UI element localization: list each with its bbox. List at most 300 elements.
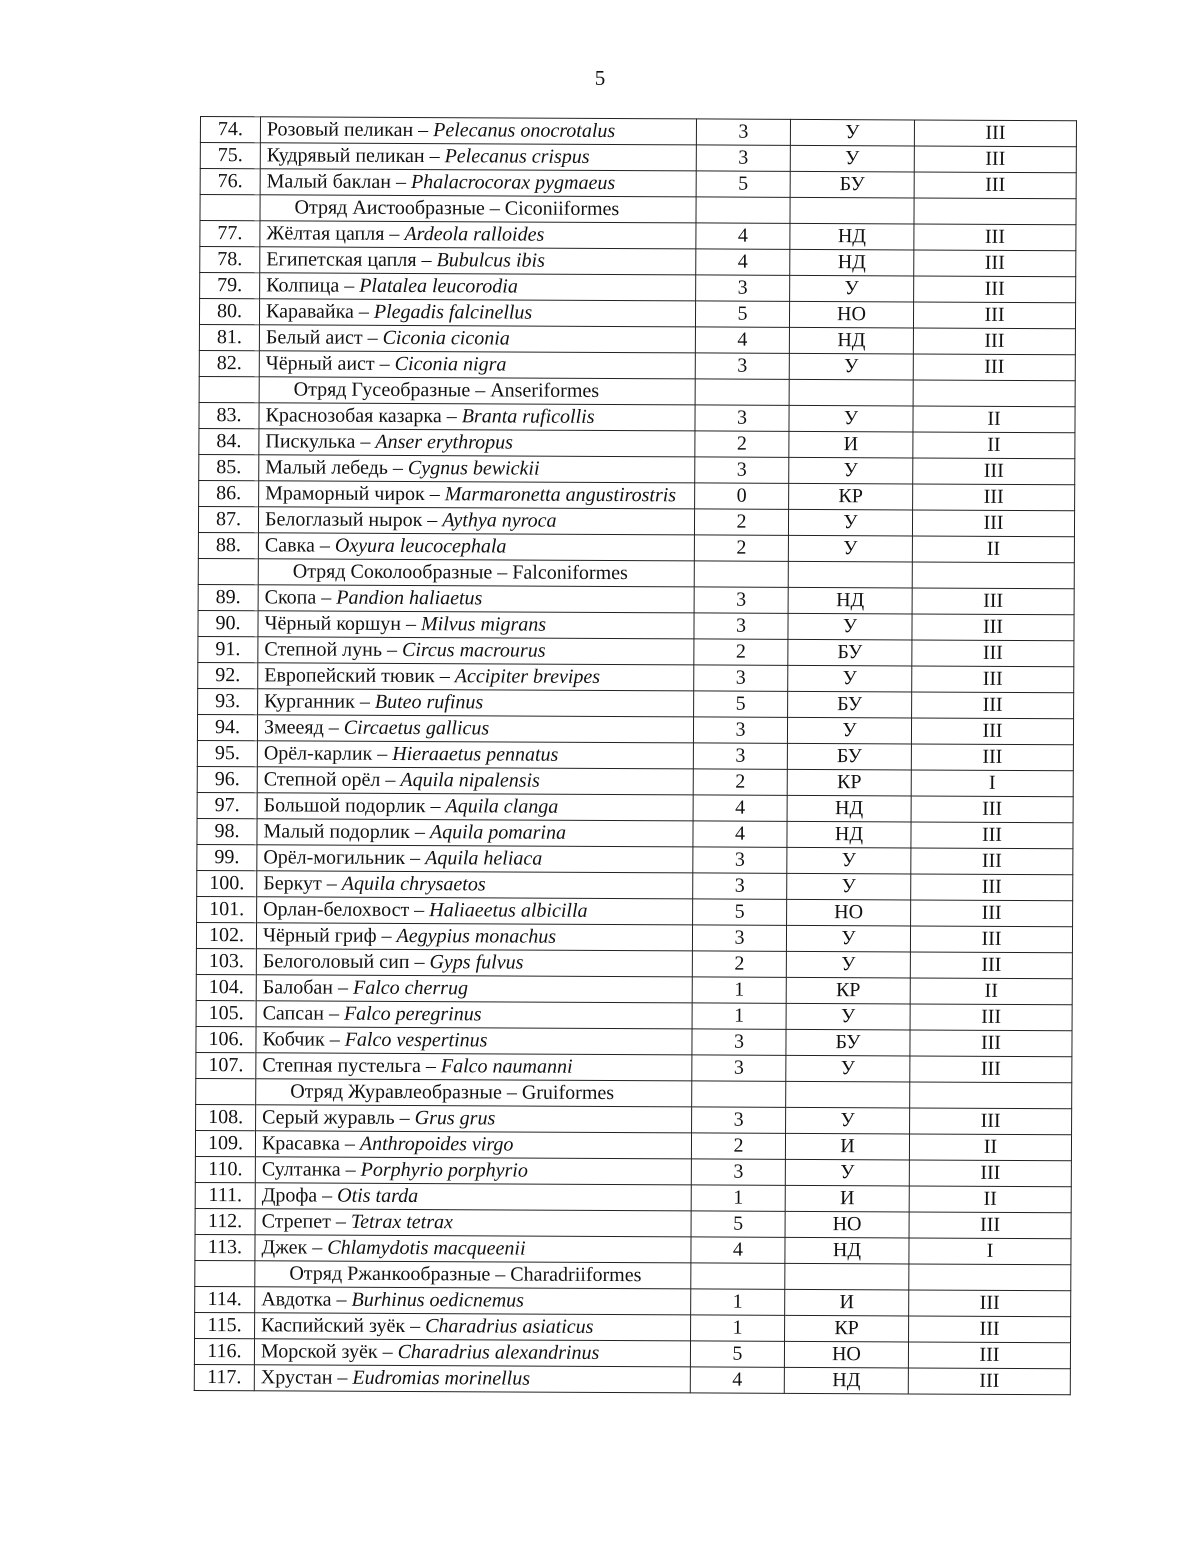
- category-cell: 3: [695, 457, 789, 483]
- latin-name: Ciconia nigra: [394, 352, 507, 376]
- russian-name: Красавка –: [261, 1132, 360, 1155]
- category-cell: [695, 379, 789, 405]
- status-cell: У: [789, 405, 913, 432]
- latin-name: Falco cherrug: [352, 976, 469, 1000]
- regulation-cell: III: [914, 146, 1076, 173]
- species-name-cell: [258, 585, 694, 613]
- russian-name: Пискулька –: [265, 430, 376, 453]
- russian-name: Белоголовый сип –: [262, 950, 430, 974]
- status-cell: НД: [787, 795, 911, 822]
- regulation-cell: III: [911, 744, 1073, 771]
- species-name-cell: [259, 481, 695, 509]
- russian-name: Морской зуёк –: [260, 1340, 398, 1363]
- category-cell: 5: [691, 1211, 785, 1237]
- russian-name: Стрепет –: [261, 1210, 351, 1233]
- status-cell: У: [790, 275, 914, 302]
- russian-name: Авдотка –: [261, 1288, 352, 1311]
- category-cell: 1: [692, 1003, 786, 1029]
- regulation-cell: III: [910, 1030, 1072, 1057]
- regulation-cell: III: [913, 484, 1075, 511]
- category-cell: 2: [693, 769, 787, 795]
- status-cell: У: [785, 1159, 909, 1186]
- regulation-cell: II: [913, 432, 1075, 459]
- species-row: [194, 1338, 1070, 1368]
- russian-name: Орёл-могильник –: [263, 846, 426, 870]
- russian-name: Европейский тювик –: [264, 664, 455, 688]
- row-number-cell: 90.: [198, 610, 258, 636]
- species-row: [195, 1286, 1071, 1316]
- species-row: [199, 350, 1075, 380]
- regulation-cell: II: [913, 406, 1075, 433]
- species-name-cell: [256, 1053, 692, 1081]
- row-number-cell: 113.: [195, 1234, 255, 1260]
- regulation-cell: III: [913, 354, 1075, 381]
- latin-name: Pandion haliaetus: [336, 586, 483, 610]
- category-cell: [691, 1263, 785, 1289]
- regulation-cell: II: [909, 1134, 1071, 1161]
- category-cell: 5: [696, 171, 790, 197]
- russian-name: Жёлтая цапля –: [266, 222, 405, 246]
- regulation-cell: III: [910, 1004, 1072, 1031]
- russian-name: Белоглазый нырок –: [264, 508, 443, 532]
- category-cell: 3: [696, 145, 790, 171]
- russian-name: Савка –: [264, 534, 335, 557]
- russian-name: Колпица –: [266, 274, 360, 297]
- category-cell: 2: [694, 509, 788, 535]
- russian-name: Хрустан –: [260, 1366, 353, 1389]
- species-name-cell: [255, 1209, 691, 1237]
- status-cell: НД: [785, 1237, 909, 1264]
- regulation-cell: III: [913, 302, 1075, 329]
- latin-name: Aquila pomarina: [429, 821, 567, 844]
- regulation-cell: II: [909, 1186, 1071, 1213]
- regulation-cell: III: [911, 874, 1073, 901]
- species-row: [195, 1234, 1071, 1264]
- latin-name: Anser erythropus: [375, 430, 514, 454]
- regulation-cell: III: [914, 276, 1076, 303]
- regulation-cell: [910, 1082, 1072, 1109]
- status-cell: БУ: [790, 171, 914, 198]
- species-name-cell: [259, 455, 695, 483]
- row-number-cell: 108.: [196, 1104, 256, 1130]
- species-row: [196, 1026, 1072, 1056]
- category-cell: 0: [695, 483, 789, 509]
- species-row: [196, 1000, 1072, 1030]
- row-number-cell: 81.: [199, 324, 259, 350]
- species-name-cell: [256, 1105, 692, 1133]
- row-number-cell: 117.: [194, 1364, 254, 1390]
- species-row: [197, 792, 1073, 822]
- latin-name: Anthropoides virgo: [359, 1132, 514, 1156]
- regulation-cell: III: [908, 1368, 1070, 1395]
- row-number-cell: 104.: [196, 974, 256, 1000]
- species-name-cell: [259, 299, 695, 327]
- species-table-body: [194, 117, 1076, 1395]
- row-number-cell: [195, 1260, 255, 1286]
- regulation-cell: III: [910, 952, 1072, 979]
- russian-name: Степной лунь –: [264, 638, 403, 661]
- status-cell: НД: [790, 249, 914, 276]
- category-cell: 2: [694, 639, 788, 665]
- russian-name: Большой подорлик –: [263, 794, 446, 818]
- latin-name: Haliaeetus albicilla: [429, 899, 588, 922]
- latin-name: Chlamydotis macqueenii: [327, 1236, 526, 1260]
- row-number-cell: 111.: [195, 1182, 255, 1208]
- row-number-cell: 99.: [197, 844, 257, 870]
- regulation-cell: III: [914, 250, 1076, 277]
- latin-name: Marmaronetta angustirostris: [444, 483, 677, 507]
- regulation-cell: III: [911, 822, 1073, 849]
- russian-name: Серый журавль –: [262, 1106, 415, 1130]
- status-cell: У: [790, 145, 914, 172]
- category-cell: 1: [692, 977, 786, 1003]
- category-cell: 4: [696, 249, 790, 275]
- category-cell: 1: [691, 1315, 785, 1341]
- category-cell: 4: [690, 1367, 784, 1393]
- row-number-cell: 112.: [195, 1208, 255, 1234]
- latin-name: Aquila chrysaetos: [341, 872, 486, 896]
- species-row: [198, 532, 1074, 562]
- category-cell: 5: [695, 301, 789, 327]
- category-cell: 2: [695, 431, 789, 457]
- category-cell: 3: [692, 1107, 786, 1133]
- species-row: [198, 610, 1074, 640]
- species-name-cell: [260, 169, 696, 197]
- species-name-cell: [258, 689, 694, 717]
- status-cell: [790, 197, 914, 224]
- order-heading-row: [200, 195, 1076, 225]
- category-cell: [694, 561, 788, 587]
- order-title-cell: Отряд Аистообразные – Ciconiiformes: [260, 195, 696, 223]
- status-cell: КР: [787, 769, 911, 796]
- regulation-cell: III: [912, 640, 1074, 667]
- row-number-cell: 98.: [197, 818, 257, 844]
- status-cell: У: [787, 717, 911, 744]
- species-row: [195, 1208, 1071, 1238]
- status-cell: У: [786, 1003, 910, 1030]
- category-cell: 3: [694, 587, 788, 613]
- latin-name: Pelecanus onocrotalus: [433, 119, 616, 143]
- species-name-cell: [257, 741, 693, 769]
- russian-name: Малый подорлик –: [263, 820, 430, 844]
- species-row: [194, 1364, 1070, 1394]
- latin-name: Otis tarda: [337, 1184, 419, 1208]
- species-name-cell: [256, 923, 692, 951]
- latin-name: Tetrax tetrax: [350, 1210, 453, 1234]
- category-cell: 4: [693, 795, 787, 821]
- status-cell: [786, 1081, 910, 1108]
- species-row: [198, 506, 1074, 536]
- species-row: [195, 1130, 1071, 1160]
- category-cell: 3: [691, 1159, 785, 1185]
- category-cell: 4: [695, 327, 789, 353]
- regulation-cell: II: [912, 536, 1074, 563]
- russian-name: Малый лебедь –: [265, 456, 408, 480]
- category-cell: 1: [691, 1289, 785, 1315]
- species-name-cell: [259, 403, 695, 431]
- russian-name: Краснозобая казарка –: [265, 404, 462, 428]
- species-name-cell: [260, 221, 696, 249]
- latin-name: Bubulcus ibis: [436, 249, 545, 272]
- status-cell: У: [788, 613, 912, 640]
- species-name-cell: [254, 1339, 690, 1367]
- status-cell: У: [788, 509, 912, 536]
- status-cell: БУ: [788, 691, 912, 718]
- regulation-cell: III: [909, 1160, 1071, 1187]
- species-row: [196, 1052, 1072, 1082]
- regulation-cell: III: [911, 796, 1073, 823]
- regulation-cell: [912, 562, 1074, 589]
- category-cell: 3: [694, 665, 788, 691]
- species-row: [195, 1312, 1071, 1342]
- status-cell: НД: [789, 327, 913, 354]
- row-number-cell: [199, 376, 259, 402]
- species-row: [199, 454, 1075, 484]
- species-row: [197, 740, 1073, 770]
- status-cell: НД: [787, 821, 911, 848]
- row-number-cell: 109.: [195, 1130, 255, 1156]
- species-row: [198, 584, 1074, 614]
- species-row: [200, 221, 1076, 251]
- russian-name: Султанка –: [261, 1158, 361, 1181]
- species-row: [199, 428, 1075, 458]
- species-name-cell: [258, 507, 694, 535]
- latin-name: Gyps fulvus: [429, 951, 524, 974]
- category-cell: 1: [691, 1185, 785, 1211]
- row-number-cell: 84.: [199, 428, 259, 454]
- russian-name: Орлан-белохвост –: [263, 898, 430, 922]
- regulation-cell: III: [911, 900, 1073, 927]
- row-number-cell: 91.: [198, 636, 258, 662]
- species-row: [196, 974, 1072, 1004]
- species-row: [198, 688, 1074, 718]
- species-name-cell: [257, 715, 693, 743]
- status-cell: КР: [785, 1315, 909, 1342]
- russian-name: Степной орёл –: [263, 768, 401, 791]
- status-cell: И: [789, 431, 913, 458]
- regulation-cell: I: [911, 770, 1073, 797]
- category-cell: 3: [692, 1029, 786, 1055]
- row-number-cell: 86.: [199, 480, 259, 506]
- row-number-cell: 97.: [197, 792, 257, 818]
- row-number-cell: 82.: [199, 350, 259, 376]
- row-number-cell: 115.: [195, 1312, 255, 1338]
- category-cell: 3: [692, 1055, 786, 1081]
- row-number-cell: 96.: [197, 766, 257, 792]
- regulation-cell: III: [914, 224, 1076, 251]
- species-name-cell: [258, 611, 694, 639]
- latin-name: Charadrius alexandrinus: [397, 1340, 600, 1364]
- latin-name: Cygnus bewickii: [407, 457, 540, 480]
- species-name-cell: [254, 1365, 690, 1393]
- latin-name: Ciconia ciconia: [382, 326, 510, 350]
- russian-name: Белый аист –: [265, 326, 383, 349]
- row-number-cell: 83.: [199, 402, 259, 428]
- row-number-cell: [196, 1078, 256, 1104]
- regulation-cell: III: [914, 120, 1076, 147]
- russian-name: Дрофа –: [261, 1184, 338, 1207]
- row-number-cell: 76.: [200, 169, 260, 195]
- russian-name: Чёрный аист –: [265, 352, 395, 375]
- latin-name: Porphyrio porphyrio: [360, 1158, 528, 1182]
- regulation-cell: III: [910, 1056, 1072, 1083]
- row-number-cell: 100.: [197, 870, 257, 896]
- russian-name: Змееяд –: [263, 716, 344, 739]
- status-cell: У: [786, 925, 910, 952]
- latin-name: Accipiter brevipes: [454, 665, 601, 688]
- species-row: [199, 402, 1075, 432]
- order-title-cell: Отряд Гусеобразные – Anseriformes: [259, 377, 695, 405]
- species-row: [197, 818, 1073, 848]
- latin-name: Aquila heliaca: [425, 847, 543, 870]
- category-cell: [692, 1081, 786, 1107]
- status-cell: И: [785, 1133, 909, 1160]
- regulation-cell: I: [909, 1238, 1071, 1265]
- species-row: [195, 1156, 1071, 1186]
- row-number-cell: 102.: [196, 922, 256, 948]
- russian-name: Египетская цапля –: [266, 248, 437, 272]
- row-number-cell: 87.: [198, 506, 258, 532]
- row-number-cell: 93.: [198, 688, 258, 714]
- latin-name: Plegadis falcinellus: [373, 300, 533, 324]
- row-number-cell: [198, 558, 258, 584]
- category-cell: 5: [693, 899, 787, 925]
- row-number-cell: 105.: [196, 1000, 256, 1026]
- latin-name: Aythya nyroca: [442, 509, 557, 532]
- latin-name: Charadrius asiaticus: [425, 1315, 594, 1338]
- row-number-cell: 110.: [195, 1156, 255, 1182]
- latin-name: Ardeola ralloides: [404, 223, 545, 246]
- order-title-cell: Отряд Ржанкообразные – Charadriiformes: [255, 1261, 691, 1289]
- order-title-cell: Отряд Журавлеобразные – Gruiformes: [256, 1079, 692, 1107]
- species-name-cell: [255, 1287, 691, 1315]
- latin-name: Phalacrocorax pygmaeus: [410, 171, 616, 195]
- species-name-cell: [257, 845, 693, 873]
- row-number-cell: 89.: [198, 584, 258, 610]
- regulation-cell: III: [910, 926, 1072, 953]
- order-heading-row: [196, 1078, 1072, 1108]
- russian-name: Мраморный чирок –: [265, 482, 445, 506]
- category-cell: 3: [695, 353, 789, 379]
- species-name-cell: [256, 949, 692, 977]
- species-row: [200, 117, 1076, 147]
- category-cell: 3: [696, 275, 790, 301]
- species-row: [200, 247, 1076, 277]
- species-row: [199, 324, 1075, 354]
- russian-name: Чёрный гриф –: [262, 924, 397, 947]
- status-cell: [789, 379, 913, 406]
- species-name-cell: [258, 637, 694, 665]
- species-name-cell: [257, 897, 693, 925]
- latin-name: Oxyura leucocephala: [334, 534, 507, 558]
- regulation-cell: III: [913, 328, 1075, 355]
- species-name-cell: [260, 247, 696, 275]
- russian-name: Чёрный коршун –: [264, 612, 422, 636]
- order-heading-row: [199, 376, 1075, 406]
- latin-name: Milvus migrans: [420, 613, 547, 636]
- category-cell: 3: [693, 743, 787, 769]
- species-row: [197, 766, 1073, 796]
- russian-name: Степная пустельга –: [262, 1054, 441, 1078]
- status-cell: НО: [789, 301, 913, 328]
- row-number-cell: 107.: [196, 1052, 256, 1078]
- species-name-cell: [256, 1027, 692, 1055]
- species-name-cell: [257, 793, 693, 821]
- status-cell: КР: [786, 977, 910, 1004]
- regulation-cell: III: [912, 510, 1074, 537]
- latin-name: Eudromias morinellus: [352, 1366, 531, 1390]
- category-cell: 5: [690, 1341, 784, 1367]
- status-cell: У: [788, 535, 912, 562]
- latin-name: Burhinus oedicnemus: [351, 1288, 525, 1312]
- species-row: [195, 1182, 1071, 1212]
- species-row: [199, 299, 1075, 329]
- latin-name: Hieraaetus pennatus: [392, 742, 559, 766]
- status-cell: У: [790, 119, 914, 146]
- species-name-cell: [256, 1001, 692, 1029]
- russian-name: Скопа –: [264, 586, 337, 609]
- species-name-cell: [260, 117, 696, 145]
- category-cell: 2: [694, 535, 788, 561]
- species-row: [196, 948, 1072, 978]
- status-cell: У: [789, 457, 913, 484]
- regulation-cell: III: [912, 666, 1074, 693]
- latin-name: Pelecanus crispus: [444, 145, 590, 168]
- species-name-cell: [255, 1157, 691, 1185]
- latin-name: Circus macrourus: [401, 638, 546, 662]
- regulation-cell: III: [911, 718, 1073, 745]
- order-heading-row: [195, 1260, 1071, 1290]
- regulation-cell: III: [908, 1342, 1070, 1369]
- page-number: 5: [594, 66, 606, 90]
- species-name-cell: [259, 325, 695, 353]
- status-cell: У: [787, 847, 911, 874]
- species-name-cell: [257, 819, 693, 847]
- latin-name: Platalea leucorodia: [359, 274, 518, 298]
- category-cell: 3: [693, 873, 787, 899]
- species-name-cell: [257, 871, 693, 899]
- regulation-cell: III: [911, 848, 1073, 875]
- russian-name: Курганник –: [264, 690, 375, 713]
- species-row: [198, 636, 1074, 666]
- category-cell: 2: [692, 951, 786, 977]
- order-heading-row: [198, 558, 1074, 588]
- species-row: [200, 169, 1076, 199]
- russian-name: Каспийский зуёк –: [261, 1314, 426, 1338]
- species-row: [197, 896, 1073, 926]
- regulation-cell: III: [909, 1316, 1071, 1343]
- species-table: [194, 116, 1077, 1395]
- status-cell: У: [788, 665, 912, 692]
- regulation-cell: III: [909, 1212, 1071, 1239]
- row-number-cell: 92.: [198, 662, 258, 688]
- category-cell: 3: [693, 717, 787, 743]
- category-cell: 3: [696, 119, 790, 145]
- latin-name: Buteo rufinus: [374, 690, 484, 714]
- category-cell: 3: [693, 847, 787, 873]
- species-row: [198, 662, 1074, 692]
- russian-name: Каравайка –: [265, 300, 374, 323]
- regulation-cell: [909, 1264, 1071, 1291]
- row-number-cell: 101.: [197, 896, 257, 922]
- category-cell: [696, 197, 790, 223]
- status-cell: НД: [788, 587, 912, 614]
- latin-name: Falco vespertinus: [344, 1028, 488, 1052]
- category-cell: 5: [694, 691, 788, 717]
- row-number-cell: 116.: [194, 1338, 254, 1364]
- row-number-cell: 114.: [195, 1286, 255, 1312]
- category-cell: 4: [693, 821, 787, 847]
